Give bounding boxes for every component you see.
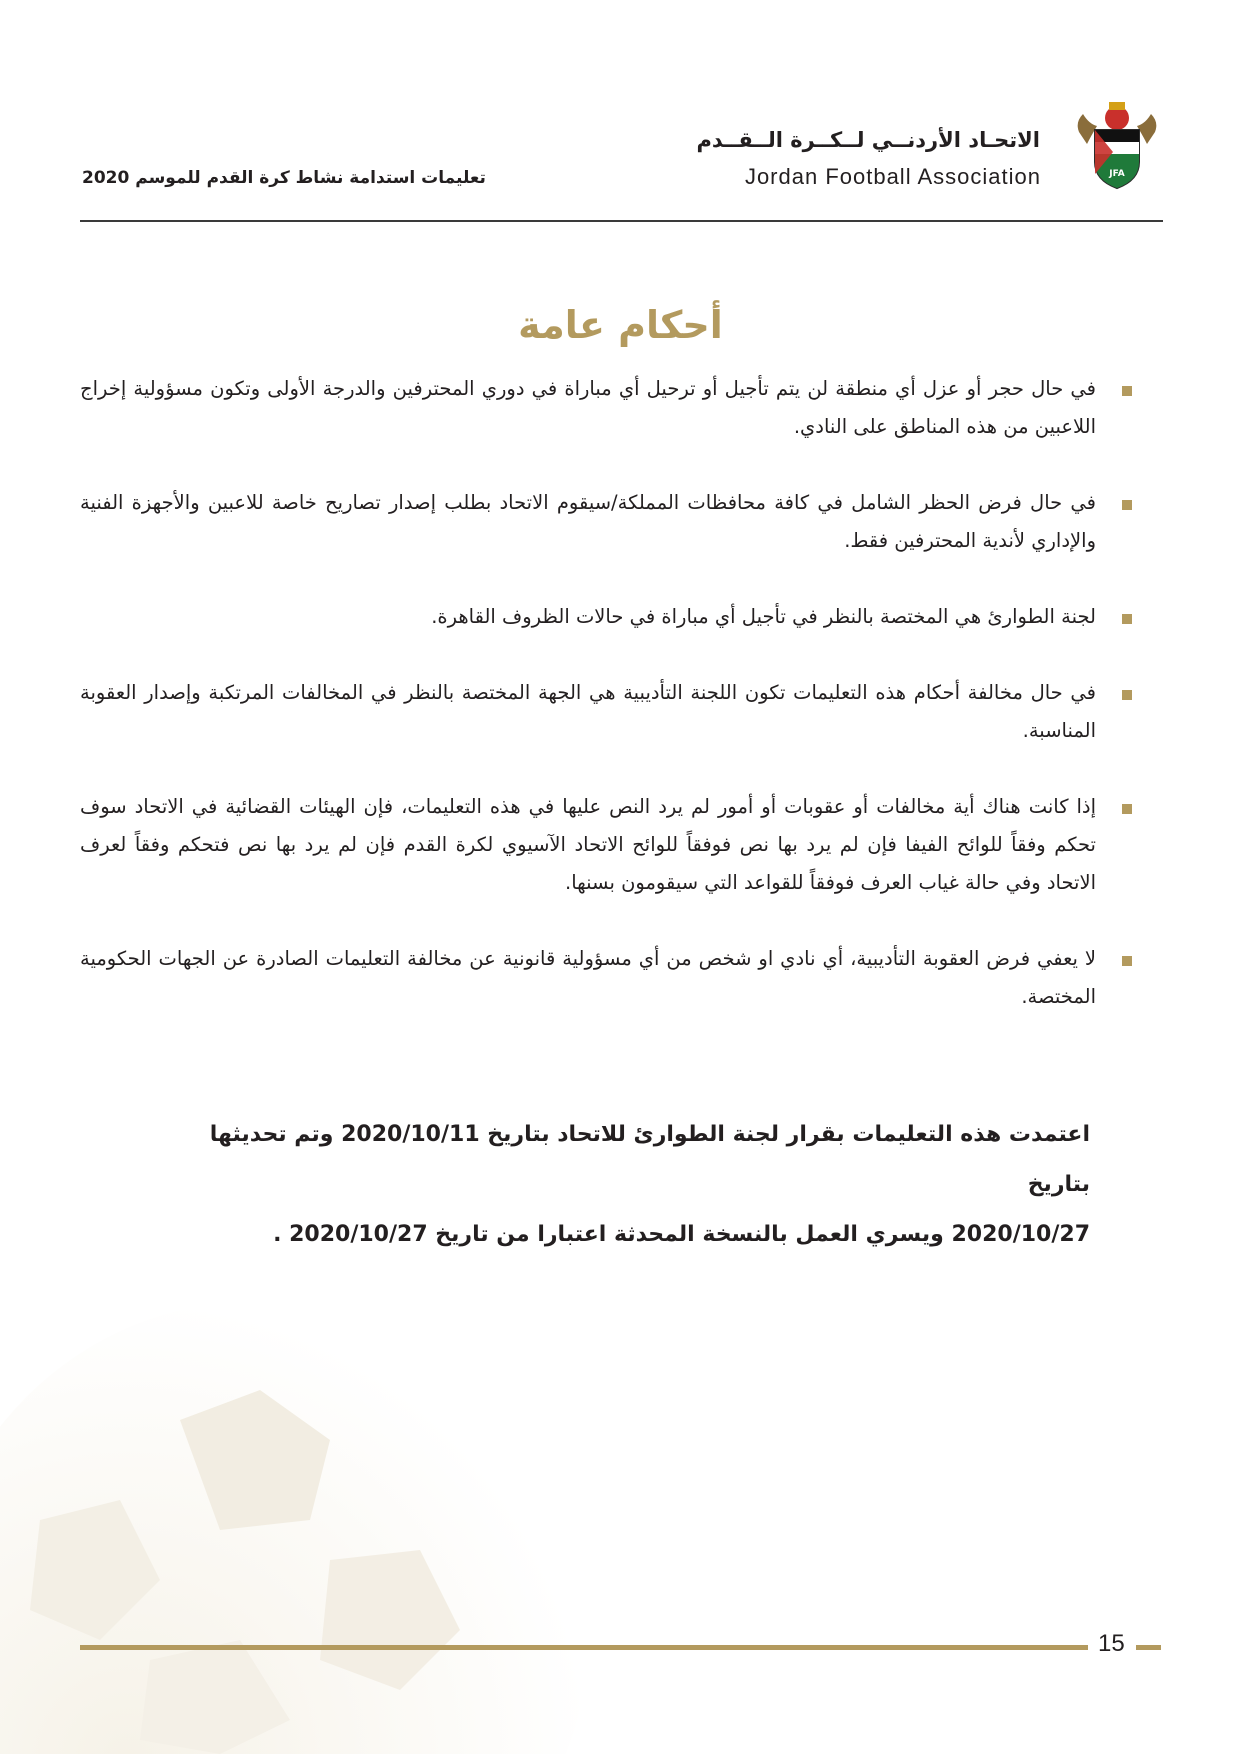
jfa-crest-icon bbox=[1073, 92, 1161, 192]
rules-list bbox=[80, 370, 1140, 1054]
rule-item bbox=[80, 598, 1140, 636]
rule-text: لا يعفي فرض العقوبة التأديبية، أي نادي او شخص من أي مسؤولية قانونية عن مخالفة التعليمات الصادرة عن الجهات الحكومية المختصة. bbox=[80, 947, 1096, 1008]
rule-item bbox=[80, 788, 1140, 902]
square-bullet-icon bbox=[1122, 956, 1132, 966]
rule-item bbox=[80, 674, 1140, 750]
section-heading: أحكام عامة bbox=[518, 303, 723, 348]
approval-line-2: 2020/10/27 ويسري العمل بالنسخة المحدثة اعتبارا من تاريخ 2020/10/27 . bbox=[273, 1222, 1090, 1247]
rule-text: إذا كانت هناك أية مخالفات أو عقوبات أو أمور لم يرد النص عليها في هذه التعليمات، فإن الهيئات القضائية في الاتحاد سوف تحكم وفقاً للوائح الفيفا فإن لم يرد بها نص فوفقاً للوائح الاتحاد الآسيوي لكرة القدم فإن لم يرد بها نص فتحكم وفقاً لعرف الاتحاد وفي حالة غياب العرف فوفقاً للقواعد التي سيقومون بسنها. bbox=[80, 795, 1096, 894]
header-divider bbox=[80, 220, 1163, 222]
square-bullet-icon bbox=[1122, 386, 1132, 396]
square-bullet-icon bbox=[1122, 690, 1132, 700]
org-name-english: Jordan Football Association bbox=[744, 164, 1041, 189]
approval-line-1: اعتمدت هذه التعليمات بقرار لجنة الطوارئ للاتحاد بتاريخ 2020/10/11 وتم تحديثها بتاريخ bbox=[209, 1122, 1090, 1197]
org-name-arabic: الاتحـاد الأردنــي لــكــرة الــقــدم bbox=[696, 128, 1040, 152]
square-bullet-icon bbox=[1122, 614, 1132, 624]
rule-item bbox=[80, 940, 1140, 1016]
approval-statement bbox=[150, 1110, 1090, 1260]
footer-accent bbox=[1136, 1645, 1161, 1650]
logo-caption: JFA bbox=[1109, 169, 1125, 179]
rule-text: في حال فرض الحظر الشامل في كافة محافظات المملكة/سيقوم الاتحاد بطلب إصدار تصاريح خاصة للاعبين والأجهزة الفنية والإداري لأندية المحترفين فقط. bbox=[80, 491, 1096, 552]
football-watermark bbox=[0, 1300, 620, 1754]
rule-item bbox=[80, 484, 1140, 560]
document-title: تعليمات استدامة نشاط كرة القدم للموسم 2020 bbox=[82, 168, 486, 188]
page-number: 15 bbox=[1098, 1630, 1125, 1657]
rule-text: في حال مخالفة أحكام هذه التعليمات تكون اللجنة التأديبية هي الجهة المختصة بالنظر في المخالفات المرتكبة وإصدار العقوبة المناسبة. bbox=[80, 681, 1096, 742]
square-bullet-icon bbox=[1122, 500, 1132, 510]
rule-text: لجنة الطوارئ هي المختصة بالنظر في تأجيل أي مباراة في حالات الظروف القاهرة. bbox=[431, 605, 1096, 628]
footer-divider bbox=[80, 1645, 1088, 1650]
rule-text: في حال حجر أو عزل أي منطقة لن يتم تأجيل أو ترحيل أي مباراة في دوري المحترفين والدرجة الأولى وتكون مسؤولية إخراج اللاعبين من هذه المناطق على النادي. bbox=[80, 377, 1096, 438]
rule-item bbox=[80, 370, 1140, 446]
page-header bbox=[0, 0, 1241, 225]
square-bullet-icon bbox=[1122, 804, 1132, 814]
